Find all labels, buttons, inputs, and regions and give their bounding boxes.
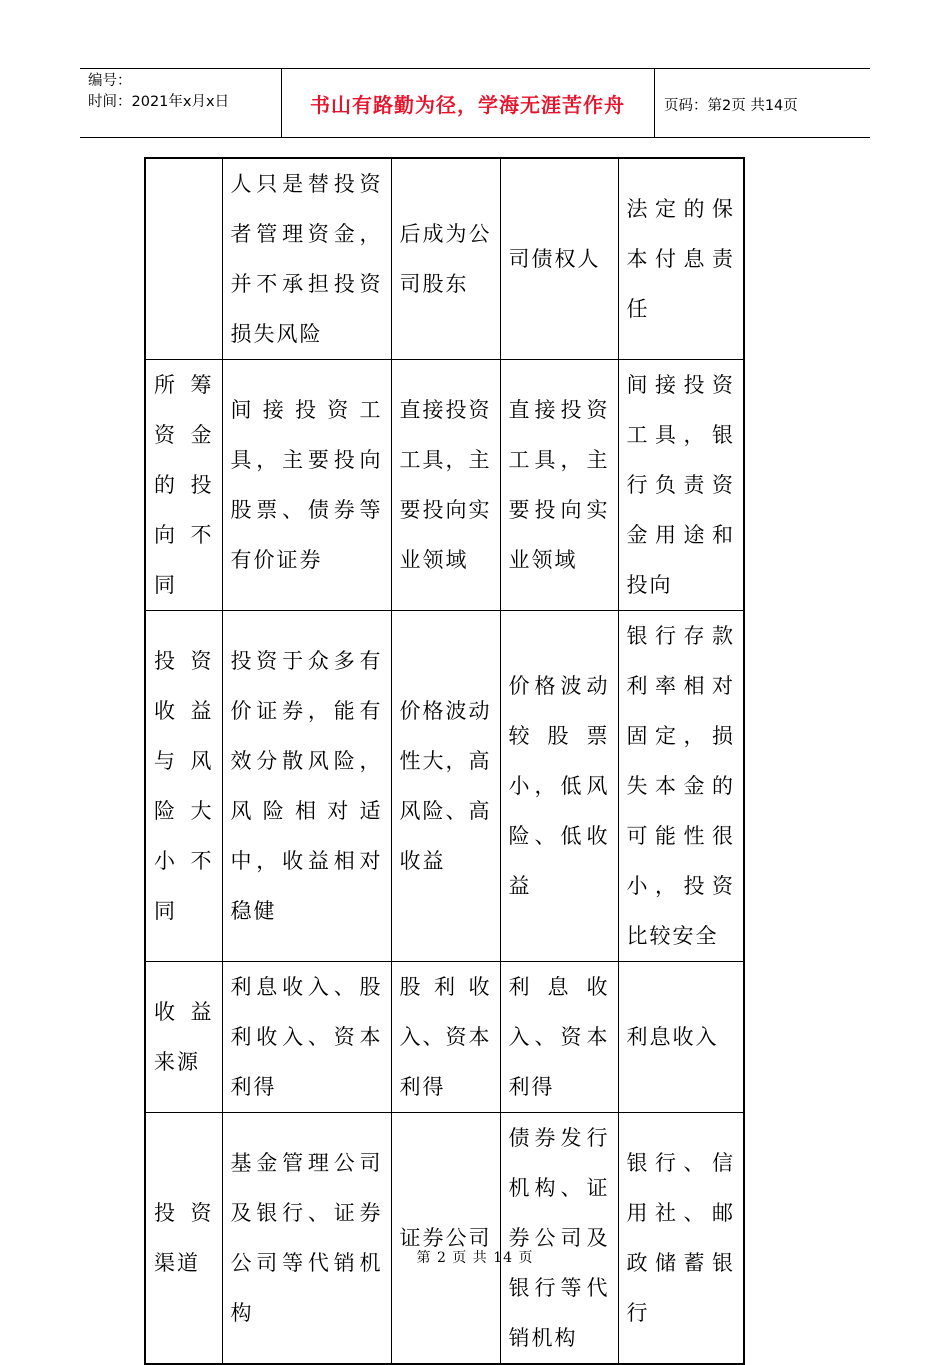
- page-footer: 第 2 页 共 14 页: [416, 1250, 534, 1266]
- table-row: [145, 1113, 744, 1365]
- fund-cell: 基金管理公司及银行、证券公司等代销机构: [222, 1113, 391, 1365]
- bond-cell: 价格波动较股票小，低风险、低收益: [500, 611, 618, 962]
- row-label-cell: 所筹资金的投向不同: [145, 360, 222, 611]
- fund-cell: 间接投资工具，主要投向股票、债券等有价证券: [222, 360, 391, 611]
- stock-cell: 直接投资工具，主要投向实业领域: [391, 360, 500, 611]
- document-header: [80, 68, 870, 138]
- document-date-label: 时间：2021年x月x日: [88, 94, 230, 110]
- deposit-cell: 银行、信用社、邮政储蓄银行: [618, 1113, 744, 1365]
- header-motto: 书山有路勤为径，学海无涯苦作舟: [310, 93, 625, 117]
- header-page-info: 页码：第2页 共14页: [664, 98, 798, 114]
- header-divider: [654, 69, 655, 137]
- deposit-cell: 法定的保本付息责任: [618, 158, 744, 360]
- fund-cell: 人只是替投资者管理资金，并不承担投资损失风险: [222, 158, 391, 360]
- bond-cell: 直接投资工具，主要投向实业领域: [500, 360, 618, 611]
- table-row: [145, 360, 744, 611]
- row-label-cell: 收益来源: [145, 962, 222, 1113]
- table-row: [145, 158, 744, 360]
- fund-cell: 投资于众多有价证券，能有效分散风险，风险相对适中，收益相对稳健: [222, 611, 391, 962]
- stock-cell: 价格波动性大，高风险、高收益: [391, 611, 500, 962]
- document-number-label: 编号：: [88, 73, 132, 89]
- bond-cell: 司债权人: [500, 158, 618, 360]
- deposit-cell: 银行存款利率相对固定，损失本金的可能性很小，投资比较安全: [618, 611, 744, 962]
- row-label-cell: 投资渠道: [145, 1113, 222, 1365]
- stock-cell: 后成为公司股东: [391, 158, 500, 360]
- row-label-cell: 投资收益与风险大小不同: [145, 611, 222, 962]
- table-row: [145, 611, 744, 962]
- bond-cell: 利息收入、资本利得: [500, 962, 618, 1113]
- stock-cell: 证券公司: [391, 1113, 500, 1365]
- deposit-cell: 利息收入: [618, 962, 744, 1113]
- header-meta: [88, 71, 229, 113]
- row-label-cell: [145, 158, 222, 360]
- stock-cell: 股利收入、资本利得: [391, 962, 500, 1113]
- fund-cell: 利息收入、股利收入、资本利得: [222, 962, 391, 1113]
- bond-cell: 债券发行机构、证券公司及银行等代销机构: [500, 1113, 618, 1365]
- deposit-cell: 间接投资工具，银行负责资金用途和投向: [618, 360, 744, 611]
- table-row: [145, 962, 744, 1113]
- comparison-table: [144, 157, 745, 1365]
